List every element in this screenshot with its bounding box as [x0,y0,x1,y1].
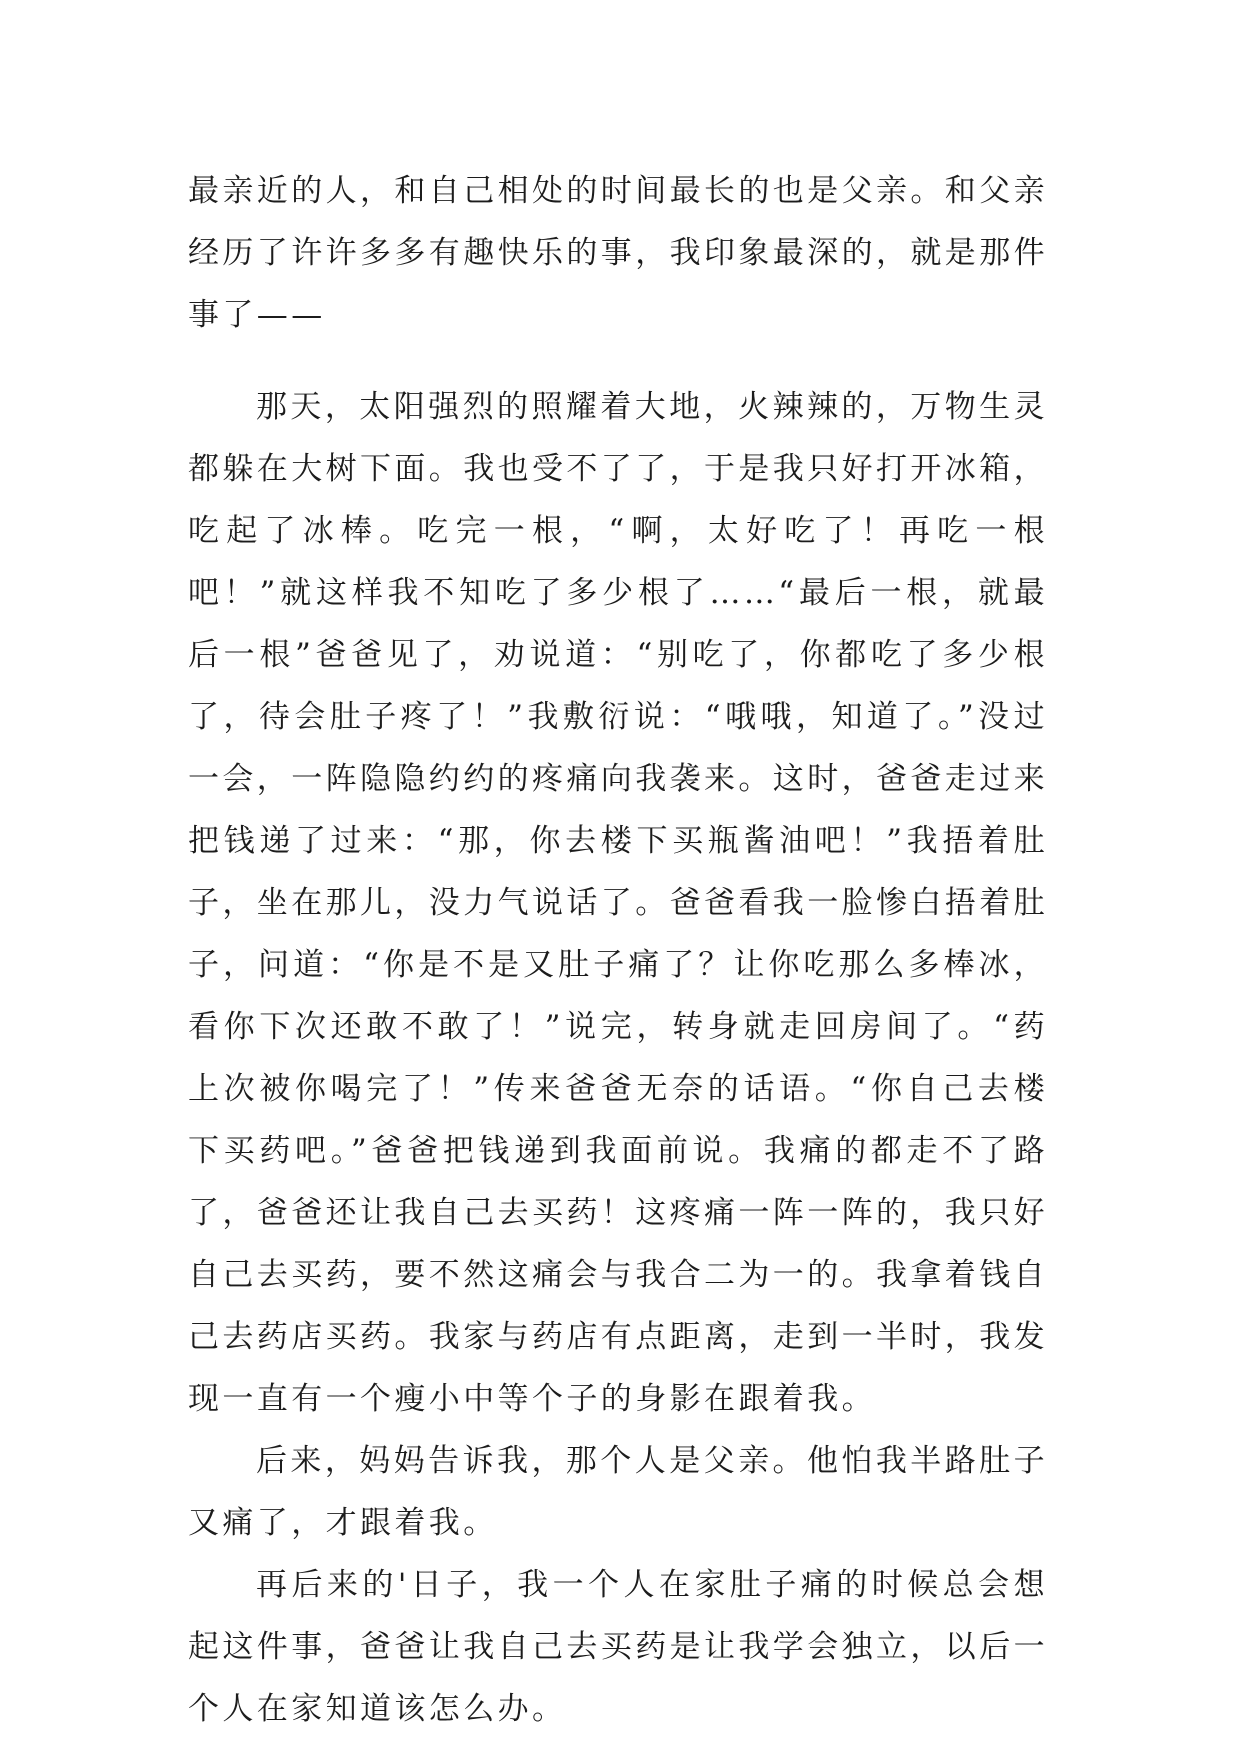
document-body [188,160,1048,1740]
paragraph-story: 那天，太阳强烈的照耀着大地，火辣辣的，万物生灵都躲在大树下面。我也受不了了，于是我只好打开冰箱，吃起了冰棒。吃完一根，“啊，太好吃了！再吃一根吧！”就这样我不知吃了多少根了……“最后一根，就最后一根”爸爸见了，劝说道：“别吃了，你都吃了多少根了，待会肚子疼了！”我敷衍说：“哦哦，知道了。”没过一会，一阵隐隐约约的疼痛向我袭来。这时，爸爸走过来把钱递了过来：“那，你去楼下买瓶酱油吧！”我捂着肚子，坐在那儿，没力气说话了。爸爸看我一脸惨白捂着肚子，问道：“你是不是又肚子痛了？让你吃那么多棒冰，看你下次还敢不敢了！”说完，转身就走回房间了。“药上次被你喝完了！”传来爸爸无奈的话语。“你自己去楼下买药吧。”爸爸把钱递到我面前说。我痛的都走不了路了，爸爸还让我自己去买药！这疼痛一阵一阵的，我只好自己去买药，要不然这痛会与我合二为一的。我拿着钱自己去药店买药。我家与药店有点距离，走到一半时，我发现一直有一个瘦小中等个子的身影在跟着我。 [188,389,1048,1417]
paragraph-intro: 最亲近的人，和自己相处的时间最长的也是父亲。和父亲经历了许许多多有趣快乐的事，我印象最深的，就是那件事了—— [188,173,1048,333]
paragraph-later: 后来，妈妈告诉我，那个人是父亲。他怕我半路肚子又痛了，才跟着我。 [188,1443,1048,1541]
paragraph-conclusion: 再后来的'日子，我一个人在家肚子痛的时候总会想起这件事，爸爸让我自己去买药是让我学会独立，以后一个人在家知道该怎么办。 [188,1567,1048,1727]
